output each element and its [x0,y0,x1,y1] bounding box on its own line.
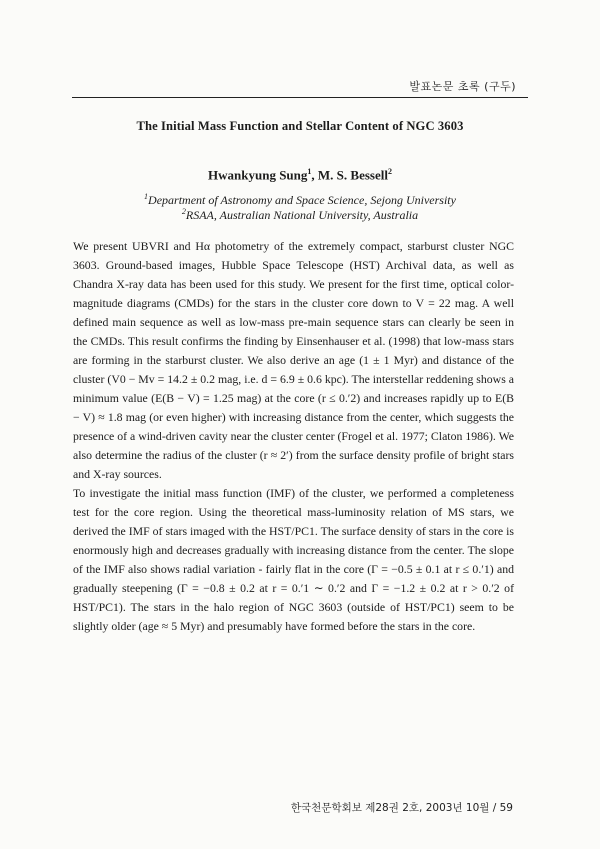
abstract-paragraph: We present UBVRI and Hα photometry of the extremely compact, starburst cluster NGC 3603. Ground-based images, Hubble Space Telescope (HST) Archival data, as well as Chandra X-ray data has been used for this study. We present for the first time, optical color-magnitude diagrams (CMDs) for the stars in the cluster core down to V = 22 mag. A well defined main sequence as well as low-mass pre-main sequence stars can clearly be seen in the CMDs. This result confirms the finding by Einsenhauser et al. (1998) that low-mass stars are forming in the starburst cluster. We also derive an age (1 ± 1 Myr) and distance of the cluster (V0 − Mv = 14.2 ± 0.2 mag, i.e. d = 6.9 ± 0.6 kpc). The interstellar reddening shows a minimum value (E(B − V) = 1.25 mag) at the core (r ≤ 0.′2) and increases rapidly up to E(B − V) ≈ 1.8 mag (or even higher) with increasing distance from the center, which suggests the presence of a wind-driven cavity near the cluster center (Frogel et al. 1977; Claton 1986). We also determine the radius of the cluster (r ≈ 2′) from the surface density profile of bright stars and X-ray sources. [73,239,514,481]
author-affiliation-mark: 2 [387,167,392,176]
affiliation-mark: 1 [144,192,149,201]
affiliation-text: Department of Astronomy and Space Science, Sejong University [148,193,456,207]
abstract [73,237,514,636]
author-name: Hwankyung Sung [208,167,308,183]
header-rule [72,97,528,98]
abstract-paragraph: To investigate the initial mass function (IMF) of the cluster, we performed a completeness test for the core region. Using the theoretical mass-luminosity relation of MS stars, we derived the IMF of stars imaged with the HST/PC1. The surface density of stars in the core is enormously high and decreases gradually with increasing distance from the center. The slope of the IMF also shows radial variation - fairly flat in the core (Γ = −0.5 ± 0.1 at r ≤ 0.′1) and gradually steepening (Γ = −0.8 ± 0.2 at r = 0.′1 ∼ 0.′2 and Γ = −1.2 ± 0.2 at r > 0.′2 of HST/PC1). The stars in the halo region of NGC 3603 (outside of HST/PC1) seem to be slightly older (age ≈ 5 Myr) and presumably have formed before the stars in the core. [73,486,514,633]
affiliation-mark: 2 [181,207,186,216]
running-head: 발표논문 초록 (구두) [409,80,516,93]
affiliation [0,207,600,223]
author-separator: , [311,167,318,183]
affiliation-text: RSAA, Australian National University, Australia [185,208,419,222]
paper-title: The Initial Mass Function and Stellar Content of NGC 3603 [136,119,464,133]
author-name: M. S. Bessell [317,167,388,183]
author-affiliation-mark: 1 [307,167,312,176]
journal-footer: 한국천문학회보 제28권 2호, 2003년 10월 / 59 [290,802,513,814]
author-line [0,167,600,183]
affiliation [0,192,600,208]
